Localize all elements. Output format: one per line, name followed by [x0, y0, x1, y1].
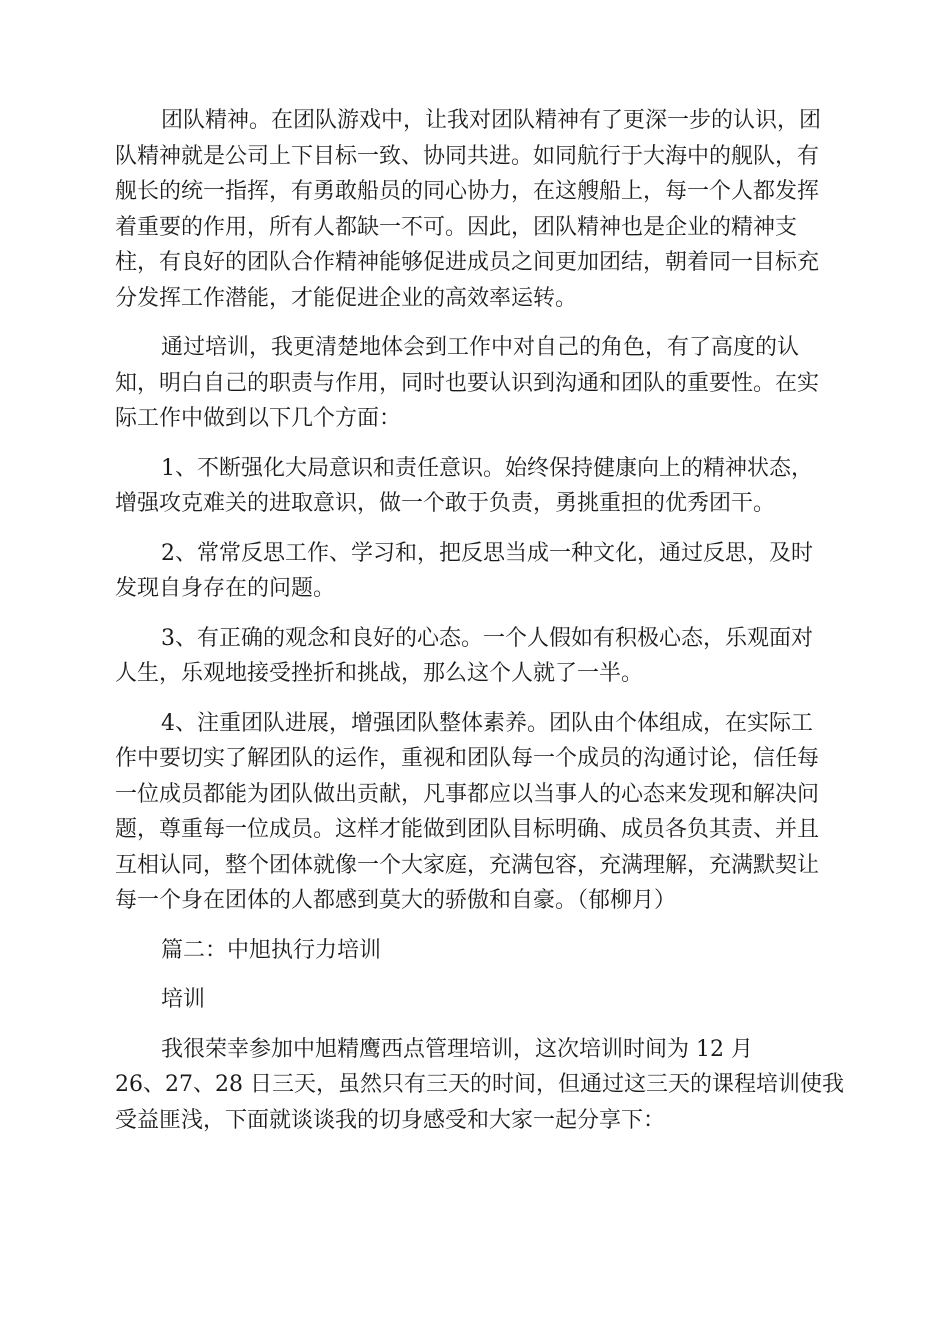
text-line: 增强攻克难关的进取意识，做一个敢于负责，勇挑重担的优秀团干。: [115, 491, 776, 516]
list-item-3: [115, 621, 840, 692]
paragraph-training-intro: [115, 1032, 844, 1139]
text-line: 发现自身存在的问题。: [115, 576, 336, 601]
text-line: 题，尊重每一位成员。这样才能做到团队目标明确、成员各负其责、并且: [115, 817, 820, 842]
text-line: 分发挥工作潜能，才能促进企业的高效率运转。: [115, 285, 578, 311]
paragraph-training-reflection: [115, 330, 840, 437]
list-item-2: [115, 536, 840, 607]
text-line: 每一个身在团体的人都感到莫大的骄傲和自豪。（郁柳月）: [115, 888, 677, 913]
text-line: 一位成员都能为团队做出贡献，凡事都应以当事人的心态来发现和解决问: [115, 781, 820, 807]
text-line: 1、不断强化大局意识和责任意识。始终保持健康向上的精神状态，: [161, 455, 813, 481]
paragraph-team-spirit: [115, 103, 840, 316]
document-body: [115, 103, 844, 1152]
text-line: 3、有正确的观念和良好的心态。一个人假如有积极心态，乐观面对: [161, 625, 813, 651]
text-line: 知，明白自己的职责与作用，同时也要认识到沟通和团队的重要性。在实: [115, 370, 820, 396]
text-line: 人生，乐观地接受挫折和挑战，那么这个人就了一半。: [115, 661, 644, 686]
text-line: 际工作中做到以下几个方面：: [115, 406, 402, 431]
section-subtitle: 培训: [161, 987, 206, 1012]
section-title: 篇二：中旭执行力培训: [161, 937, 382, 963]
text-line: 互相认同，整个团体就像一个大家庭，充满包容，充满理解，充满默契让: [115, 852, 820, 878]
text-line: 通过培训，我更清楚地体会到工作中对自己的角色，有了高度的认: [161, 335, 800, 360]
text-line: 26、27、28 日三天，虽然只有三天的时间，但通过这三天的课程培训使我: [115, 1072, 844, 1097]
text-line: 4、注重团队进展，增强团队整体素养。团队由个体组成，在实际工: [161, 710, 813, 736]
text-line: 2、常常反思工作、学习和，把反思当成一种文化，通过反思，及时: [161, 540, 813, 566]
text-line: 我很荣幸参加中旭精鹰西点管理培训，这次培训时间为 12 月: [161, 1036, 753, 1062]
list-item-1: [115, 451, 840, 522]
text-line: 着重要的作用，所有人都缺一不可。因此，团队精神也是企业的精神支: [115, 214, 798, 240]
list-item-4: [115, 706, 840, 919]
text-line: 舰长的统一指挥，有勇敢船员的同心协力，在这艘船上，每一个人都发挥: [115, 179, 820, 204]
text-line: 队精神就是公司上下目标一致、协同共进。如同航行于大海中的舰队，有: [115, 143, 820, 169]
text-line: 柱，有良好的团队合作精神能够促进成员之间更加团结，朝着同一目标充: [115, 250, 820, 275]
text-line: 受益匪浅，下面就谈谈我的切身感受和大家一起分享下：: [115, 1107, 666, 1133]
text-line: 作中要切实了解团队的运作，重视和团队每一个成员的沟通讨论，信任每: [115, 746, 820, 771]
text-line: 团队精神。在团队游戏中，让我对团队精神有了更深一步的认识，团: [161, 108, 822, 133]
